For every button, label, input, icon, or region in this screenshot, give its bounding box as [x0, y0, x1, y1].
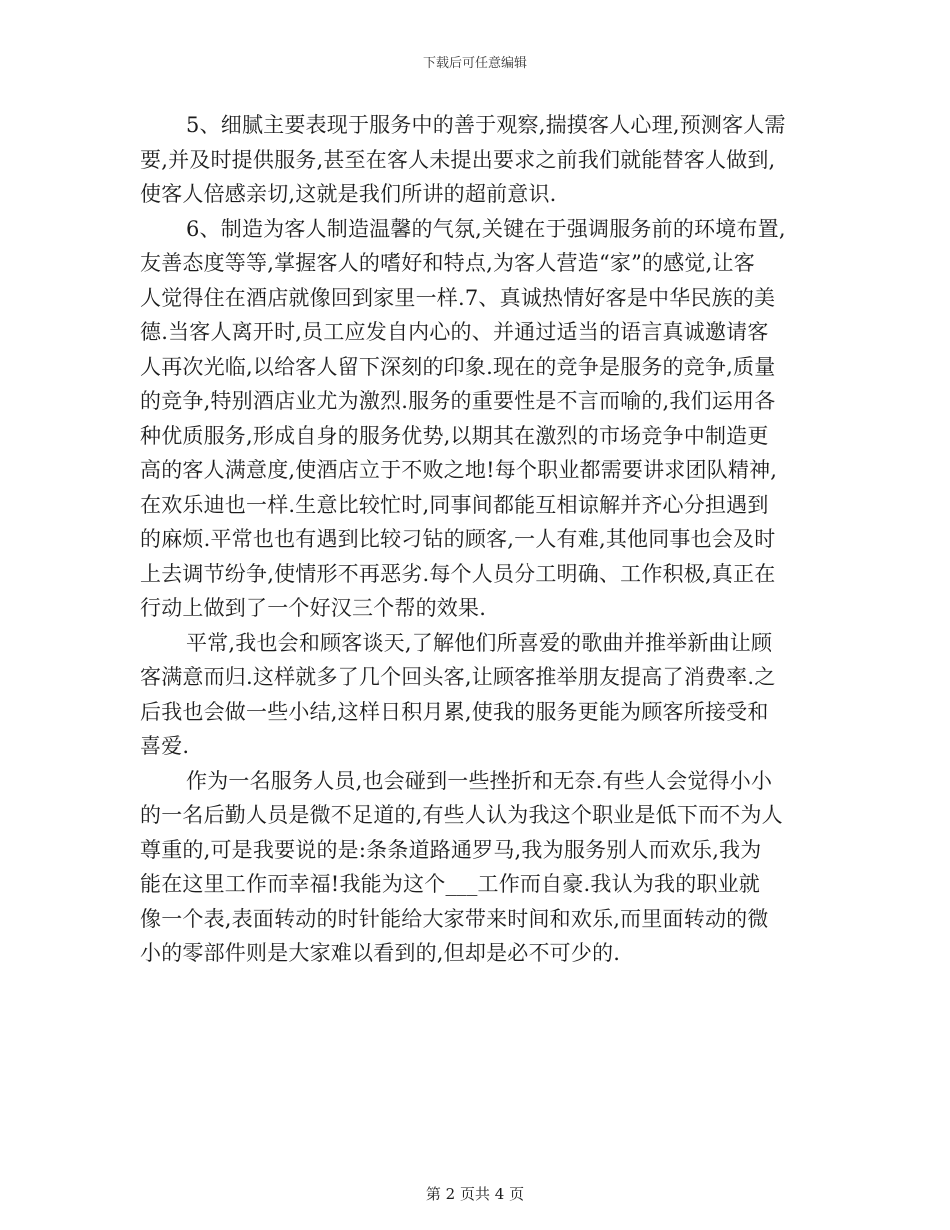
text-line: 像一个表,表面转动的时针能给大家带来时间和欢乐,而里面转动的微	[140, 906, 769, 931]
text-line: 行动上做到了一个好汉三个帮的效果.	[140, 596, 487, 620]
text-line: 能在这里工作而幸福!我能为这个___工作而自豪.我认为我的职业就	[140, 872, 761, 896]
paragraph	[140, 212, 802, 626]
text-line: 6、制造为客人制造温馨的气氛,关键在于强调服务前的环境布置,	[186, 216, 786, 241]
text-line: 作为一名服务人员,也会碰到一些挫折和无奈.有些人会觉得小小	[186, 768, 773, 793]
text-line: 的竞争,特别酒店业尤为激烈.服务的重要性是不言而喻的,我们运用各	[140, 389, 776, 413]
page-number: 第 2 页共 4 页	[425, 1185, 525, 1203]
page-header: 下载后可任意编辑	[422, 56, 527, 71]
text-line: 客满意而归.这样就多了几个回头客,让顾客推举朋友提高了消费率.之	[140, 665, 776, 689]
text-line: 上去调节纷争,使情形不再恶劣.每个人员分工明确、工作积极,真正在	[140, 561, 776, 586]
text-line: 的麻烦.平常也也有遇到比较刁钻的顾客,一人有难,其他同事也会及时	[140, 527, 776, 551]
text-line: 要,并及时提供服务,甚至在客人未提出要求之前我们就能替客人做到,	[140, 147, 776, 172]
paragraph	[140, 764, 802, 971]
text-line: 人再次光临,以给客人留下深刻的印象.现在的竞争是服务的竞争,质量	[140, 354, 776, 379]
text-line: 尊重的,可是我要说的是:条条道路通罗马,我为服务别人而欢乐,我为	[140, 837, 762, 862]
text-line: 使客人倍感亲切,这就是我们所讲的超前意识.	[140, 182, 557, 206]
text-line: 高的客人满意度,使酒店立于不败之地!每个职业都需要讲求团队精神,	[140, 458, 778, 482]
text-line: 5、细腻主要表现于服务中的善于观察,揣摸客人心理,预测客人需	[186, 113, 786, 137]
text-line: 小的零部件则是大家难以看到的,但却是必不可少的.	[140, 941, 621, 965]
text-line: 后我也会做一些小结,这样日积月累,使我的服务更能为顾客所接受和	[140, 699, 769, 724]
text-line: 喜爱.	[140, 734, 190, 758]
paragraph	[140, 626, 802, 764]
text-line: 平常,我也会和顾客谈天,了解他们所喜爱的歌曲并推举新曲让顾	[186, 630, 773, 655]
document-body	[140, 108, 802, 971]
paragraph	[140, 108, 802, 212]
text-line: 种优质服务,形成自身的服务优势,以期其在激烈的市场竞争中制造更	[140, 423, 769, 448]
text-line: 人觉得住在酒店就像回到家里一样.7、真诚热情好客是中华民族的美	[140, 285, 776, 310]
text-line: 友善态度等等,掌握客人的嗜好和特点,为客人营造“家”的感觉,让客	[140, 251, 755, 275]
text-line: 的一名后勤人员是微不足道的,有些人认为我这个职业是低下而不为人	[140, 803, 783, 827]
text-line: 德.当客人离开时,员工应发自内心的、并通过适当的语言真诚邀请客	[140, 320, 769, 344]
text-line: 在欢乐迪也一样.生意比较忙时,同事间都能互相谅解并齐心分担遇到	[140, 492, 769, 517]
